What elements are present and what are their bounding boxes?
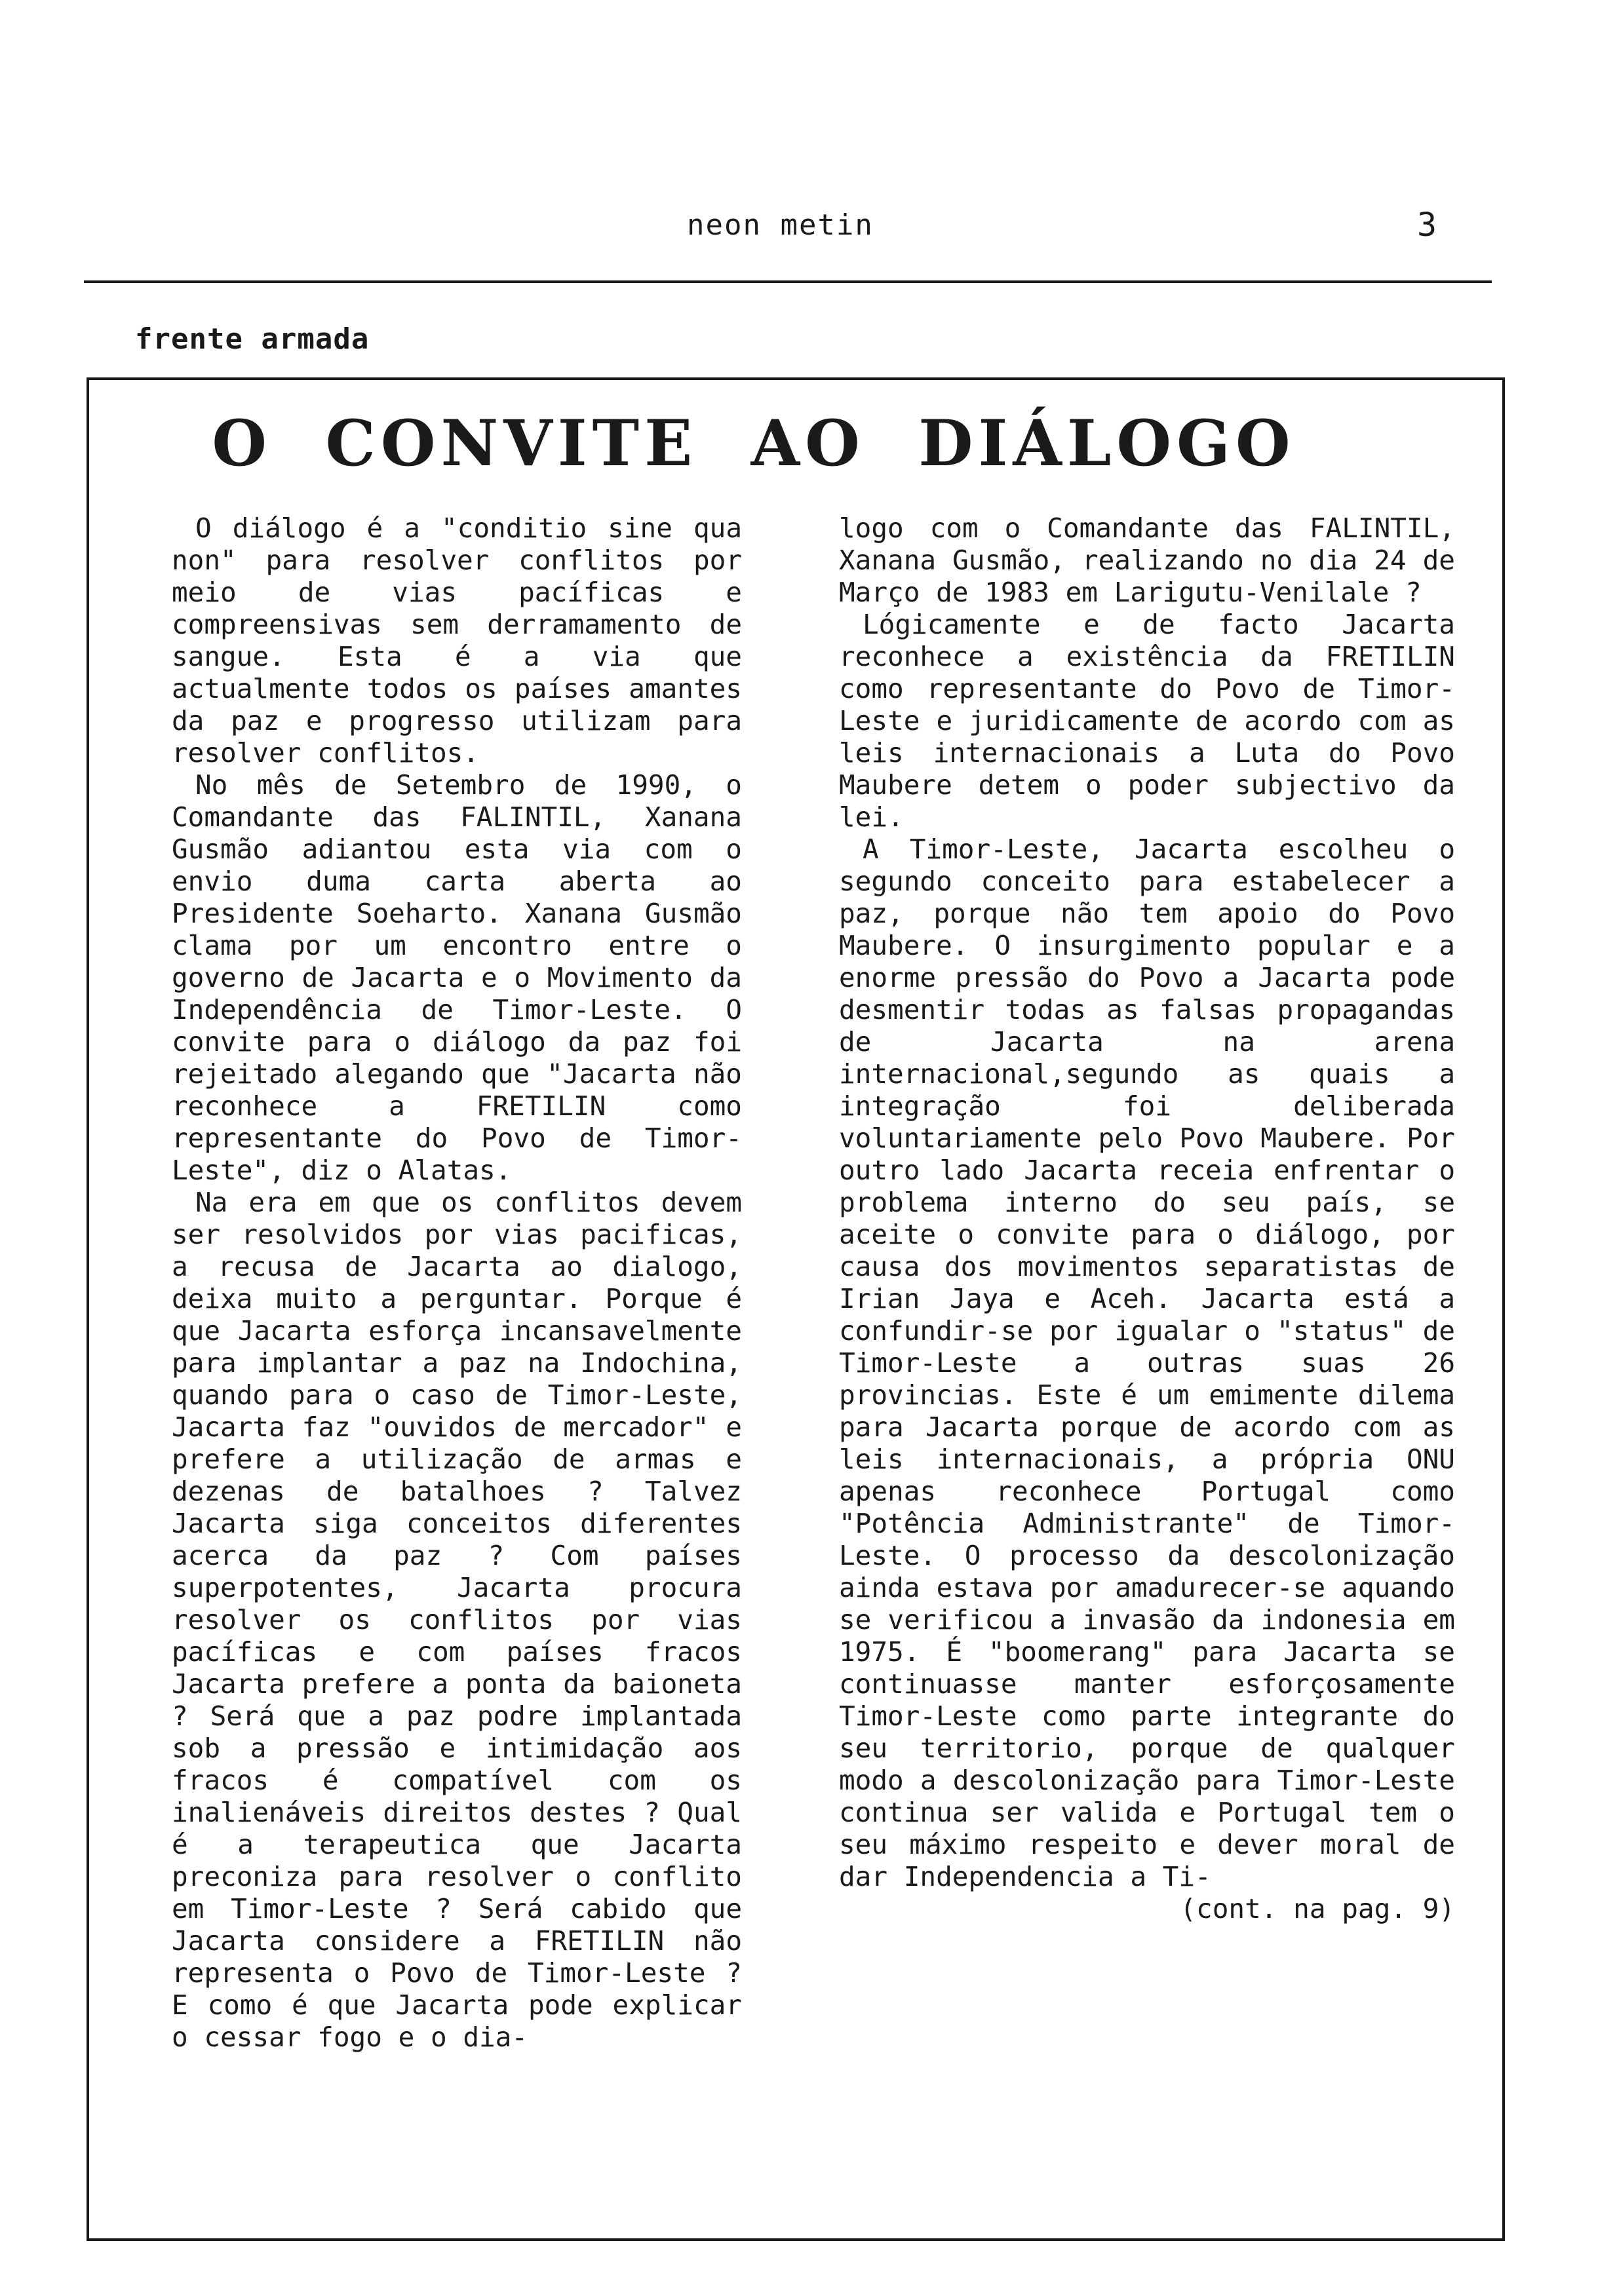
article-paragraph: No mês de Setembro de 1990, o Comandante das FALINTIL, Xanana Gusmão adiantou esta via com o envio duma carta aberta ao Presidente Soeharto. Xanana Gusmão clama por um encontro entre o governo de Jacarta e o Movimento da Independência de Timor-Leste. O convite para o diálogo da paz foi rejeitado alegando que "Jacarta não reconhece a FRETILIN como representante do Povo de Timor-Leste", diz o Alatas. (172, 769, 742, 1186)
section-label: frente armada (135, 322, 370, 356)
journal-name: neon metin (687, 208, 874, 242)
article-title: O CONVITE AO DIÁLOGO (212, 406, 1296, 480)
article-paragraph: Na era em que os conflitos devem ser resolvidos por vias pacificas, a recusa de Jacarta ao dialogo, deixa muito a perguntar. Porque é que Jacarta esforça incansavelmente para implantar a paz na Indochina, quando para o caso de Timor-Leste, Jacarta faz "ouvidos de mercador" e prefere a utilização de armas e dezenas de batalhoes ? Talvez Jacarta siga conceitos diferentes acerca da paz ? Com países superpotentes, Jacarta procura resolver os conflitos por vias pacíficas e com países fracos Jacarta prefere a ponta da baioneta ? Será que a paz podre implantada sob a pressão e intimidação aos fracos é compatível com os inalienáveis direitos destes ? Qual é a terapeutica que Jacarta preconiza para resolver o conflito em Timor-Leste ? Será cabido que Jacarta considere a FRETILIN não representa o Povo de Timor-Leste ? E como é que Jacarta pode explicar o cessar fogo e o dia- (172, 1187, 742, 2053)
article-paragraph: A Timor-Leste, Jacarta escolheu o segundo conceito para estabelecer a paz, porque não tem apoio do Povo Maubere. O insurgimento popular e a enorme pressão do Povo a Jacarta pode desmentir todas as falsas propagandas de Jacarta na arena internacional,segundo as quais a integração foi deliberada voluntariamente pelo Povo Maubere. Por outro lado Jacarta receia enfrentar o problema interno do seu país, se aceite o convite para o diálogo, por causa dos movimentos separatistas de Irian Jaya e Aceh. Jacarta está a confundir-se por igualar o "status" de Timor-Leste a outras suas 26 provincias. Este é um emimente dilema para Jacarta porque de acordo com as leis internacionais, a própria ONU apenas reconhece Portugal como "Potência Administrante" de Timor-Leste. O processo da descolonização ainda estava por amadurecer-se aquando se verificou a invasão da indonesia em 1975. É "boomerang" para Jacarta se continuasse manter esforçosamente Timor-Leste como parte integrante do seu territorio, porque de qualquer modo a descolonização para Timor-Leste continua ser valida e Portugal tem o seu máximo respeito e dever moral de dar Independencia a Ti- (839, 833, 1455, 1892)
continued-note: (cont. na pag. 9) (1180, 1893, 1455, 1924)
article-paragraph: O diálogo é a "conditio sine qua non" para resolver conflitos por meio de vias pacíficas e compreensivas sem derramamento de sangue. Esta é a via que actualmente todos os países amantes da paz e progresso utilizam para resolver conflitos. (172, 512, 742, 769)
article-paragraph: logo com o Comandante das FALINTIL, Xanana Gusmão, realizando no dia 24 de Março de 1983 em Larigutu-Venilale ? (839, 512, 1455, 608)
page-number: 3 (1417, 206, 1437, 244)
running-head (0, 208, 1615, 248)
header-rule (84, 280, 1492, 283)
article-paragraph: Lógicamente e de facto Jacarta reconhece a existência da FRETILIN como representante do Povo de Timor-Leste e juridicamente de acordo com as leis internacionais a Luta do Povo Maubere detem o poder subjectivo da lei. (839, 609, 1455, 833)
article-column-right (839, 512, 1455, 1925)
article-column-left (172, 512, 742, 2054)
